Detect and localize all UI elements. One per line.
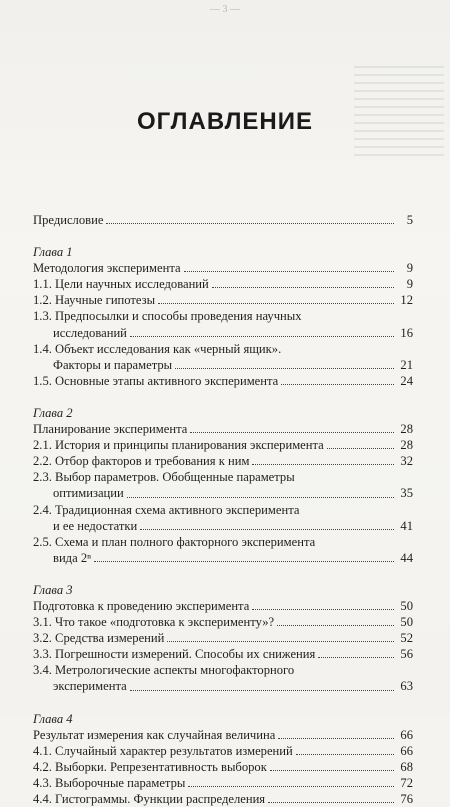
entry-page: 56	[400, 647, 413, 662]
dot-leader	[252, 464, 394, 465]
entry-text: 4.2. Выборки. Репрезентативность выборок	[33, 759, 267, 774]
dot-leader	[296, 754, 394, 755]
chapter-gap	[33, 695, 413, 703]
toc-entry[interactable]	[33, 759, 413, 775]
toc-entry-multiline[interactable]	[33, 341, 413, 373]
dot-leader	[175, 368, 394, 369]
entry-text: 3.2. Средства измерений	[33, 631, 165, 646]
toc-entry[interactable]	[33, 373, 413, 389]
dot-leader	[184, 271, 394, 272]
entry-page: 50	[400, 615, 413, 630]
dot-leader	[270, 770, 394, 771]
entry-page: 63	[400, 679, 413, 694]
entry-page: 68	[400, 759, 413, 774]
entry-page: 72	[400, 775, 413, 790]
toc-entry[interactable]	[33, 646, 413, 662]
entry-page: 66	[400, 743, 413, 758]
toc-entry[interactable]	[33, 276, 413, 292]
dot-leader	[140, 529, 394, 530]
entry-page: 21	[400, 357, 413, 372]
chapter-gap	[33, 566, 413, 574]
entry-text-line2: оптимизации	[53, 486, 124, 501]
page-header-mark: — 3 —	[210, 4, 240, 15]
chapter-gap	[33, 389, 413, 397]
entry-text-line1: 1.3. Предпосылки и способы проведения научных	[33, 309, 302, 324]
chapter-title-entry[interactable]	[33, 421, 413, 437]
entry-page: 76	[400, 792, 413, 806]
entry-text-line2: эксперимента	[53, 679, 127, 694]
dot-leader	[188, 786, 394, 787]
toc-entry[interactable]	[33, 775, 413, 791]
dot-leader	[252, 609, 394, 610]
entry-text: 2.1. История и принципы планирования эксперимента	[33, 438, 324, 453]
entry-text: 1.2. Научные гипотезы	[33, 293, 156, 308]
entry-text: 4.3. Выборочные параметры	[33, 775, 186, 790]
chapter-label: Глава 4	[33, 711, 73, 726]
entry-text: 4.4. Гистограммы. Функции распределения	[33, 792, 266, 806]
entry-text: Предисловие	[33, 213, 104, 227]
entry-page: 44	[400, 550, 413, 565]
entry-page: 12	[400, 293, 413, 308]
entry-text: 2.2. Отбор факторов и требования к ним	[33, 454, 250, 469]
entry-text: 4.1. Случайный характер результатов измерений	[33, 743, 293, 758]
entry-text: 3.1. Что такое «подготовка к эксперименту»?	[33, 615, 275, 630]
entry-text-line1: 2.5. Схема и план полного факторного эксперимента	[33, 534, 316, 549]
dot-leader	[130, 690, 394, 691]
chapters-list	[33, 228, 413, 807]
chapter-title-entry[interactable]	[33, 598, 413, 614]
page-title: ОГЛАВЛЕНИЕ	[136, 108, 314, 135]
entry-page: 41	[400, 518, 413, 533]
toc-entry[interactable]	[33, 630, 413, 646]
chapter-label: Глава 2	[33, 405, 73, 420]
entry-page: 9	[406, 261, 413, 276]
entry-text-line1: 2.3. Выбор параметров. Обобщенные параметры	[33, 470, 295, 485]
entry-page: 35	[400, 486, 413, 501]
dot-leader	[167, 641, 394, 642]
entry-page: 28	[400, 422, 413, 437]
chapter-label: Глава 1	[33, 245, 73, 260]
entry-text-line1: 1.4. Объект исследования как «черный ящик».	[33, 341, 282, 356]
chapter-label: Глава 3	[33, 582, 73, 597]
toc-entry-multiline[interactable]	[33, 469, 413, 501]
entry-text-line1: 2.4. Традиционная схема активного эксперимента	[33, 502, 300, 517]
dot-leader	[212, 287, 394, 288]
toc-entry-multiline[interactable]	[33, 662, 413, 694]
dot-leader	[127, 497, 394, 498]
entry-page: 32	[400, 454, 413, 469]
entry-text-line2: исследований	[53, 325, 127, 340]
entry-text-line1: 3.4. Метрологические аспекты многофакторного	[33, 663, 295, 678]
dot-leader	[158, 303, 394, 304]
entry-page: 28	[400, 438, 413, 453]
dot-leader	[281, 384, 394, 385]
entry-text: Методология эксперимента	[33, 261, 181, 276]
toc-entry[interactable]	[33, 791, 413, 807]
chapter-title-entry[interactable]	[33, 260, 413, 276]
dot-leader	[318, 657, 394, 658]
entry-text-line2: Факторы и параметры	[53, 357, 173, 372]
toc-entry[interactable]	[33, 743, 413, 759]
toc-entry[interactable]	[33, 614, 413, 630]
toc-entry[interactable]	[33, 453, 413, 469]
toc-entry-preface[interactable]	[33, 212, 413, 228]
dot-leader	[277, 625, 394, 626]
dot-leader	[94, 561, 394, 562]
entry-text: Подготовка к проведению эксперимента	[33, 598, 250, 613]
entry-text: 1.5. Основные этапы активного эксперимента	[33, 373, 279, 388]
entry-page: 50	[400, 598, 413, 613]
entry-page: 9	[406, 277, 413, 292]
entry-page: 66	[400, 727, 413, 742]
table-of-contents	[33, 212, 413, 807]
dot-leader	[190, 432, 394, 433]
entry-text-line2: и ее недостатки	[53, 518, 138, 533]
entry-text: 1.1. Цели научных исследований	[33, 277, 209, 292]
chapter-gap	[33, 228, 413, 236]
entry-page: 16	[400, 325, 413, 340]
entry-page: 5	[406, 213, 413, 227]
entry-text: 3.3. Погрешности измерений. Способы их снижения	[33, 647, 316, 662]
toc-entry[interactable]	[33, 437, 413, 453]
dot-leader	[130, 336, 394, 337]
entry-page: 52	[400, 631, 413, 646]
toc-entry-multiline[interactable]	[33, 502, 413, 534]
chapter-title-entry[interactable]	[33, 727, 413, 743]
toc-entry-multiline[interactable]	[33, 534, 413, 566]
entry-text: Результат измерения как случайная величина	[33, 727, 276, 742]
dot-leader	[106, 223, 394, 224]
entry-text: Планирование эксперимента	[33, 422, 188, 437]
toc-entry[interactable]	[33, 292, 413, 308]
toc-entry-multiline[interactable]	[33, 308, 413, 340]
dot-leader	[327, 448, 394, 449]
dot-leader	[278, 738, 394, 739]
entry-text-line2: вида 2ⁿ	[53, 550, 92, 565]
entry-page: 24	[400, 373, 413, 388]
dot-leader	[268, 802, 394, 803]
